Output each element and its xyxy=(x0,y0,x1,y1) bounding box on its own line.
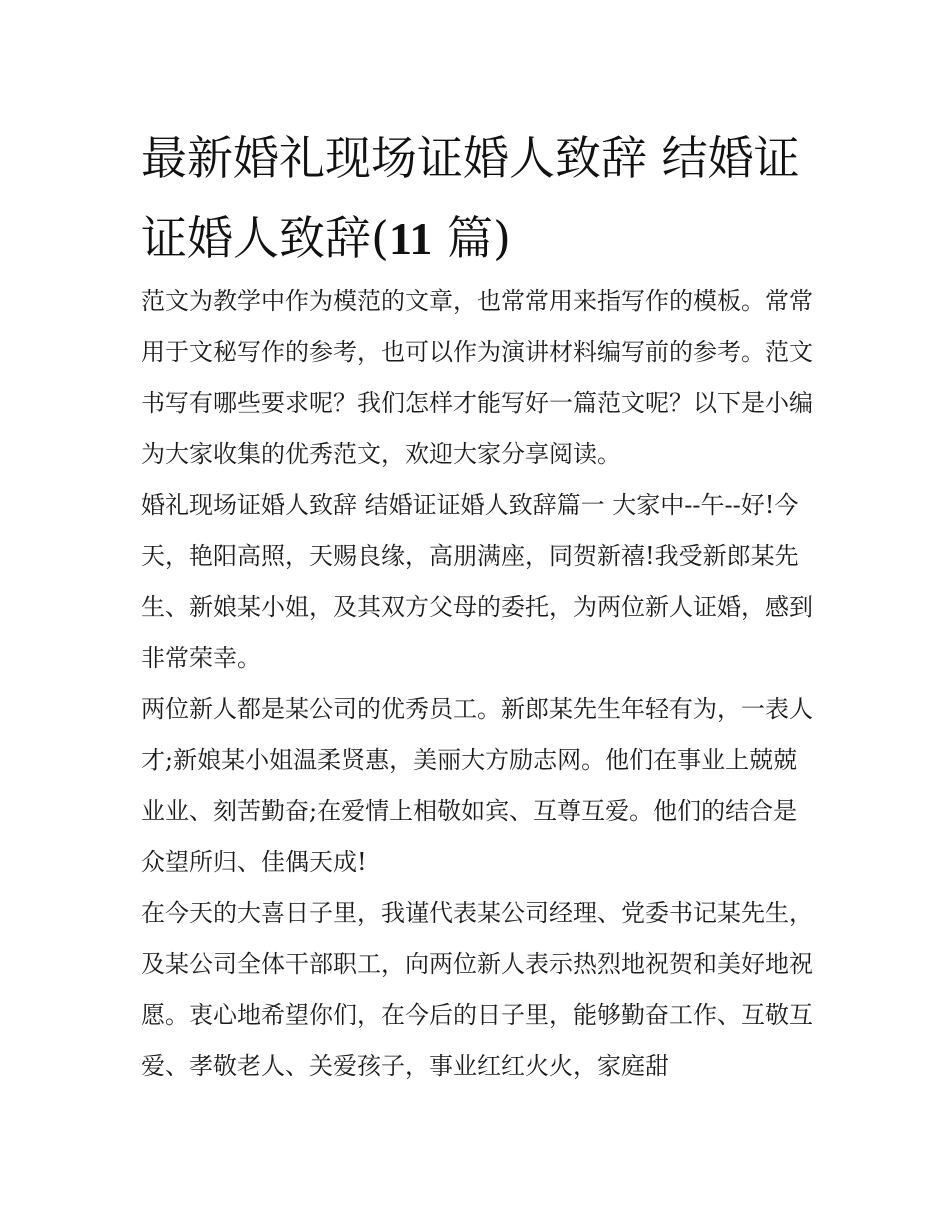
document-body xyxy=(141,276,813,1092)
title-suffix: 篇) xyxy=(432,211,511,265)
document-title xyxy=(141,118,821,279)
title-text: 最新婚礼现场证婚人致辞 结婚证证婚人致辞( xyxy=(141,131,800,265)
body-paragraph: 婚礼现场证婚人致辞 结婚证证婚人致辞篇一 大家中--午--好!今天，艳阳高照，天赐良缘，高朋满座，同贺新禧!我受新郎某先生、新娘某小姐，及其双方父母的委托，为两位新人证婚，感到非常荣幸。 xyxy=(141,491,813,672)
intro-paragraph: 范文为教学中作为模范的文章，也常常用来指写作的模板。常常用于文秘写作的参考，也可以作为演讲材料编写前的参考。范文书写有哪些要求呢？我们怎样才能写好一篇范文呢？以下是小编为大家收集的优秀范文，欢迎大家分享阅读。 xyxy=(141,287,813,468)
body-paragraph: 两位新人都是某公司的优秀员工。新郎某先生年轻有为，一表人才;新娘某小姐温柔贤惠，美丽大方励志网。他们在事业上兢兢业业、刻苦勤奋;在爱情上相敬如宾、互尊互爱。他们的结合是众望所归、佳偶天成! xyxy=(141,695,813,876)
body-paragraph: 在今天的大喜日子里，我谨代表某公司经理、党委书记某先生，及某公司全体干部职工，向两位新人表示热烈地祝贺和美好地祝愿。衷心地希望你们，在今后的日子里，能够勤奋工作、互敬互爱、孝敬老人、关爱孩子，事业红红火火，家庭甜 xyxy=(141,899,813,1080)
title-count: 11 xyxy=(388,213,433,264)
